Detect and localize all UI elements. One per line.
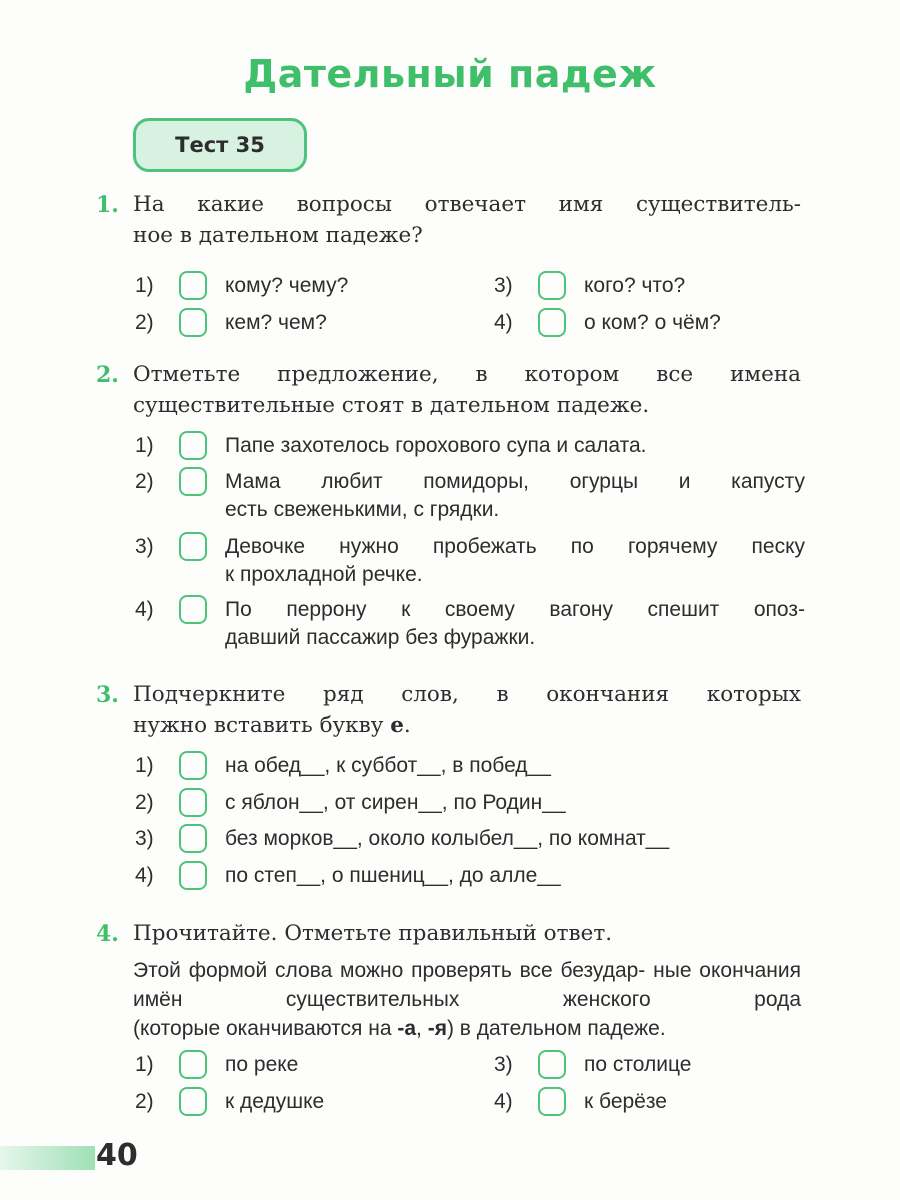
question-3-line-1: Подчеркните ряд слов, в окончания которых: [133, 682, 801, 707]
option-line-1: Мама любит помидоры, огурцы и капусту: [225, 470, 805, 493]
question-1-text: [133, 189, 801, 251]
q1-option-4-checkbox[interactable]: [538, 308, 566, 337]
option-text: кем? чем?: [225, 311, 327, 334]
question-3-line-2-text: нужно вставить букву: [133, 713, 384, 738]
option-number: 4): [135, 864, 154, 887]
page-number: 40: [96, 1138, 138, 1173]
option-number: 1): [135, 754, 154, 777]
option-text: кому? чему?: [225, 274, 349, 297]
option-number: 2): [135, 791, 154, 814]
option-text: [225, 468, 805, 524]
question-1-line-1: На какие вопросы отвечает имя существитель-: [133, 192, 801, 217]
option-number: 2): [135, 311, 154, 334]
option-text: Папе захотелось горохового супа и салата.: [225, 434, 647, 457]
option-line-1: По перрону к своему вагону спешит опоз-: [225, 598, 805, 621]
page-number-bar: [0, 1146, 95, 1170]
q3-option-4-checkbox[interactable]: [179, 861, 207, 890]
target-letter: е: [390, 713, 404, 738]
option-number: 2): [135, 470, 154, 493]
option-text: с яблон__, от сирен__, по Родин__: [225, 791, 566, 814]
option-number: 2): [135, 1090, 154, 1113]
q1-option-1-checkbox[interactable]: [179, 271, 207, 300]
question-4-number: 4.: [96, 921, 119, 947]
q4-option-2-checkbox[interactable]: [179, 1087, 207, 1116]
option-text: [225, 596, 805, 652]
q4-option-3-checkbox[interactable]: [538, 1050, 566, 1079]
question-1-line-2: ное в дательном падеже?: [133, 223, 423, 248]
q3-option-3-checkbox[interactable]: [179, 824, 207, 853]
option-line-2: есть свеженькими, с грядки.: [225, 498, 500, 521]
option-line-2: давший пассажир без фуражки.: [225, 626, 536, 649]
question-2-text: [133, 359, 801, 421]
paragraph-line-3: [133, 1014, 801, 1043]
option-text: к дедушке: [225, 1090, 325, 1113]
question-3-number: 3.: [96, 682, 119, 708]
q4-option-1-checkbox[interactable]: [179, 1050, 207, 1079]
question-3-line-2: [133, 710, 801, 741]
option-text: [225, 533, 805, 589]
option-text: по столице: [584, 1053, 692, 1076]
option-number: 3): [494, 274, 513, 297]
option-number: 4): [494, 311, 513, 334]
option-number: 1): [135, 1053, 154, 1076]
option-text: о ком? о чём?: [584, 311, 721, 334]
paragraph-line-1: Этой формой слова можно проверять все безудар-: [133, 959, 646, 982]
option-number: 3): [135, 827, 154, 850]
q4-option-4-checkbox[interactable]: [538, 1087, 566, 1116]
option-text: на обед__, к суббот__, в побед__: [225, 754, 551, 777]
option-number: 1): [135, 274, 154, 297]
option-number: 4): [494, 1090, 513, 1113]
ending-a: -а: [397, 1017, 417, 1040]
question-1-number: 1.: [96, 192, 119, 218]
option-text: по реке: [225, 1053, 299, 1076]
test-badge: Тест 35: [133, 118, 307, 172]
paragraph-line-2: ные окончания имён существительных женского рода: [133, 959, 802, 1011]
option-text: по степ__, о пшениц__, до алле__: [225, 864, 561, 887]
ending-ya: -я: [427, 1017, 447, 1040]
paragraph-line-3-a: (которые оканчиваются на: [133, 1017, 398, 1040]
q2-option-4-checkbox[interactable]: [179, 595, 207, 624]
option-line-1: Девочке нужно пробежать по горячему песку: [225, 535, 805, 558]
option-number: 4): [135, 598, 154, 621]
question-2-line-1: Отметьте предложение, в котором все имена: [133, 362, 801, 387]
paragraph-line-3-e: ) в дательном падеже.: [446, 1017, 666, 1040]
question-2-line-2: существительные стоят в дательном падеже.: [133, 393, 650, 418]
q3-option-2-checkbox[interactable]: [179, 788, 207, 817]
q2-option-3-checkbox[interactable]: [179, 532, 207, 561]
q1-option-3-checkbox[interactable]: [538, 271, 566, 300]
paragraph-line-3-c: ,: [416, 1017, 428, 1040]
option-number: 3): [494, 1053, 513, 1076]
q2-option-2-checkbox[interactable]: [179, 467, 207, 496]
period: .: [403, 713, 411, 738]
option-number: 3): [135, 535, 154, 558]
question-2-number: 2.: [96, 362, 119, 388]
option-text: кого? что?: [584, 274, 686, 297]
question-4-text: Прочитайте. Отметьте правильный ответ.: [133, 921, 613, 946]
option-number: 1): [135, 434, 154, 457]
question-3-text: [133, 679, 801, 741]
option-line-2: к прохладной речке.: [225, 563, 423, 586]
q1-option-2-checkbox[interactable]: [179, 308, 207, 337]
question-4-paragraph: [133, 956, 801, 1043]
page-title: Дательный падеж: [243, 52, 657, 96]
q2-option-1-checkbox[interactable]: [179, 431, 207, 460]
option-text: к берёзе: [584, 1090, 667, 1113]
option-text: без морков__, около колыбел__, по комнат__: [225, 827, 670, 850]
q3-option-1-checkbox[interactable]: [179, 751, 207, 780]
